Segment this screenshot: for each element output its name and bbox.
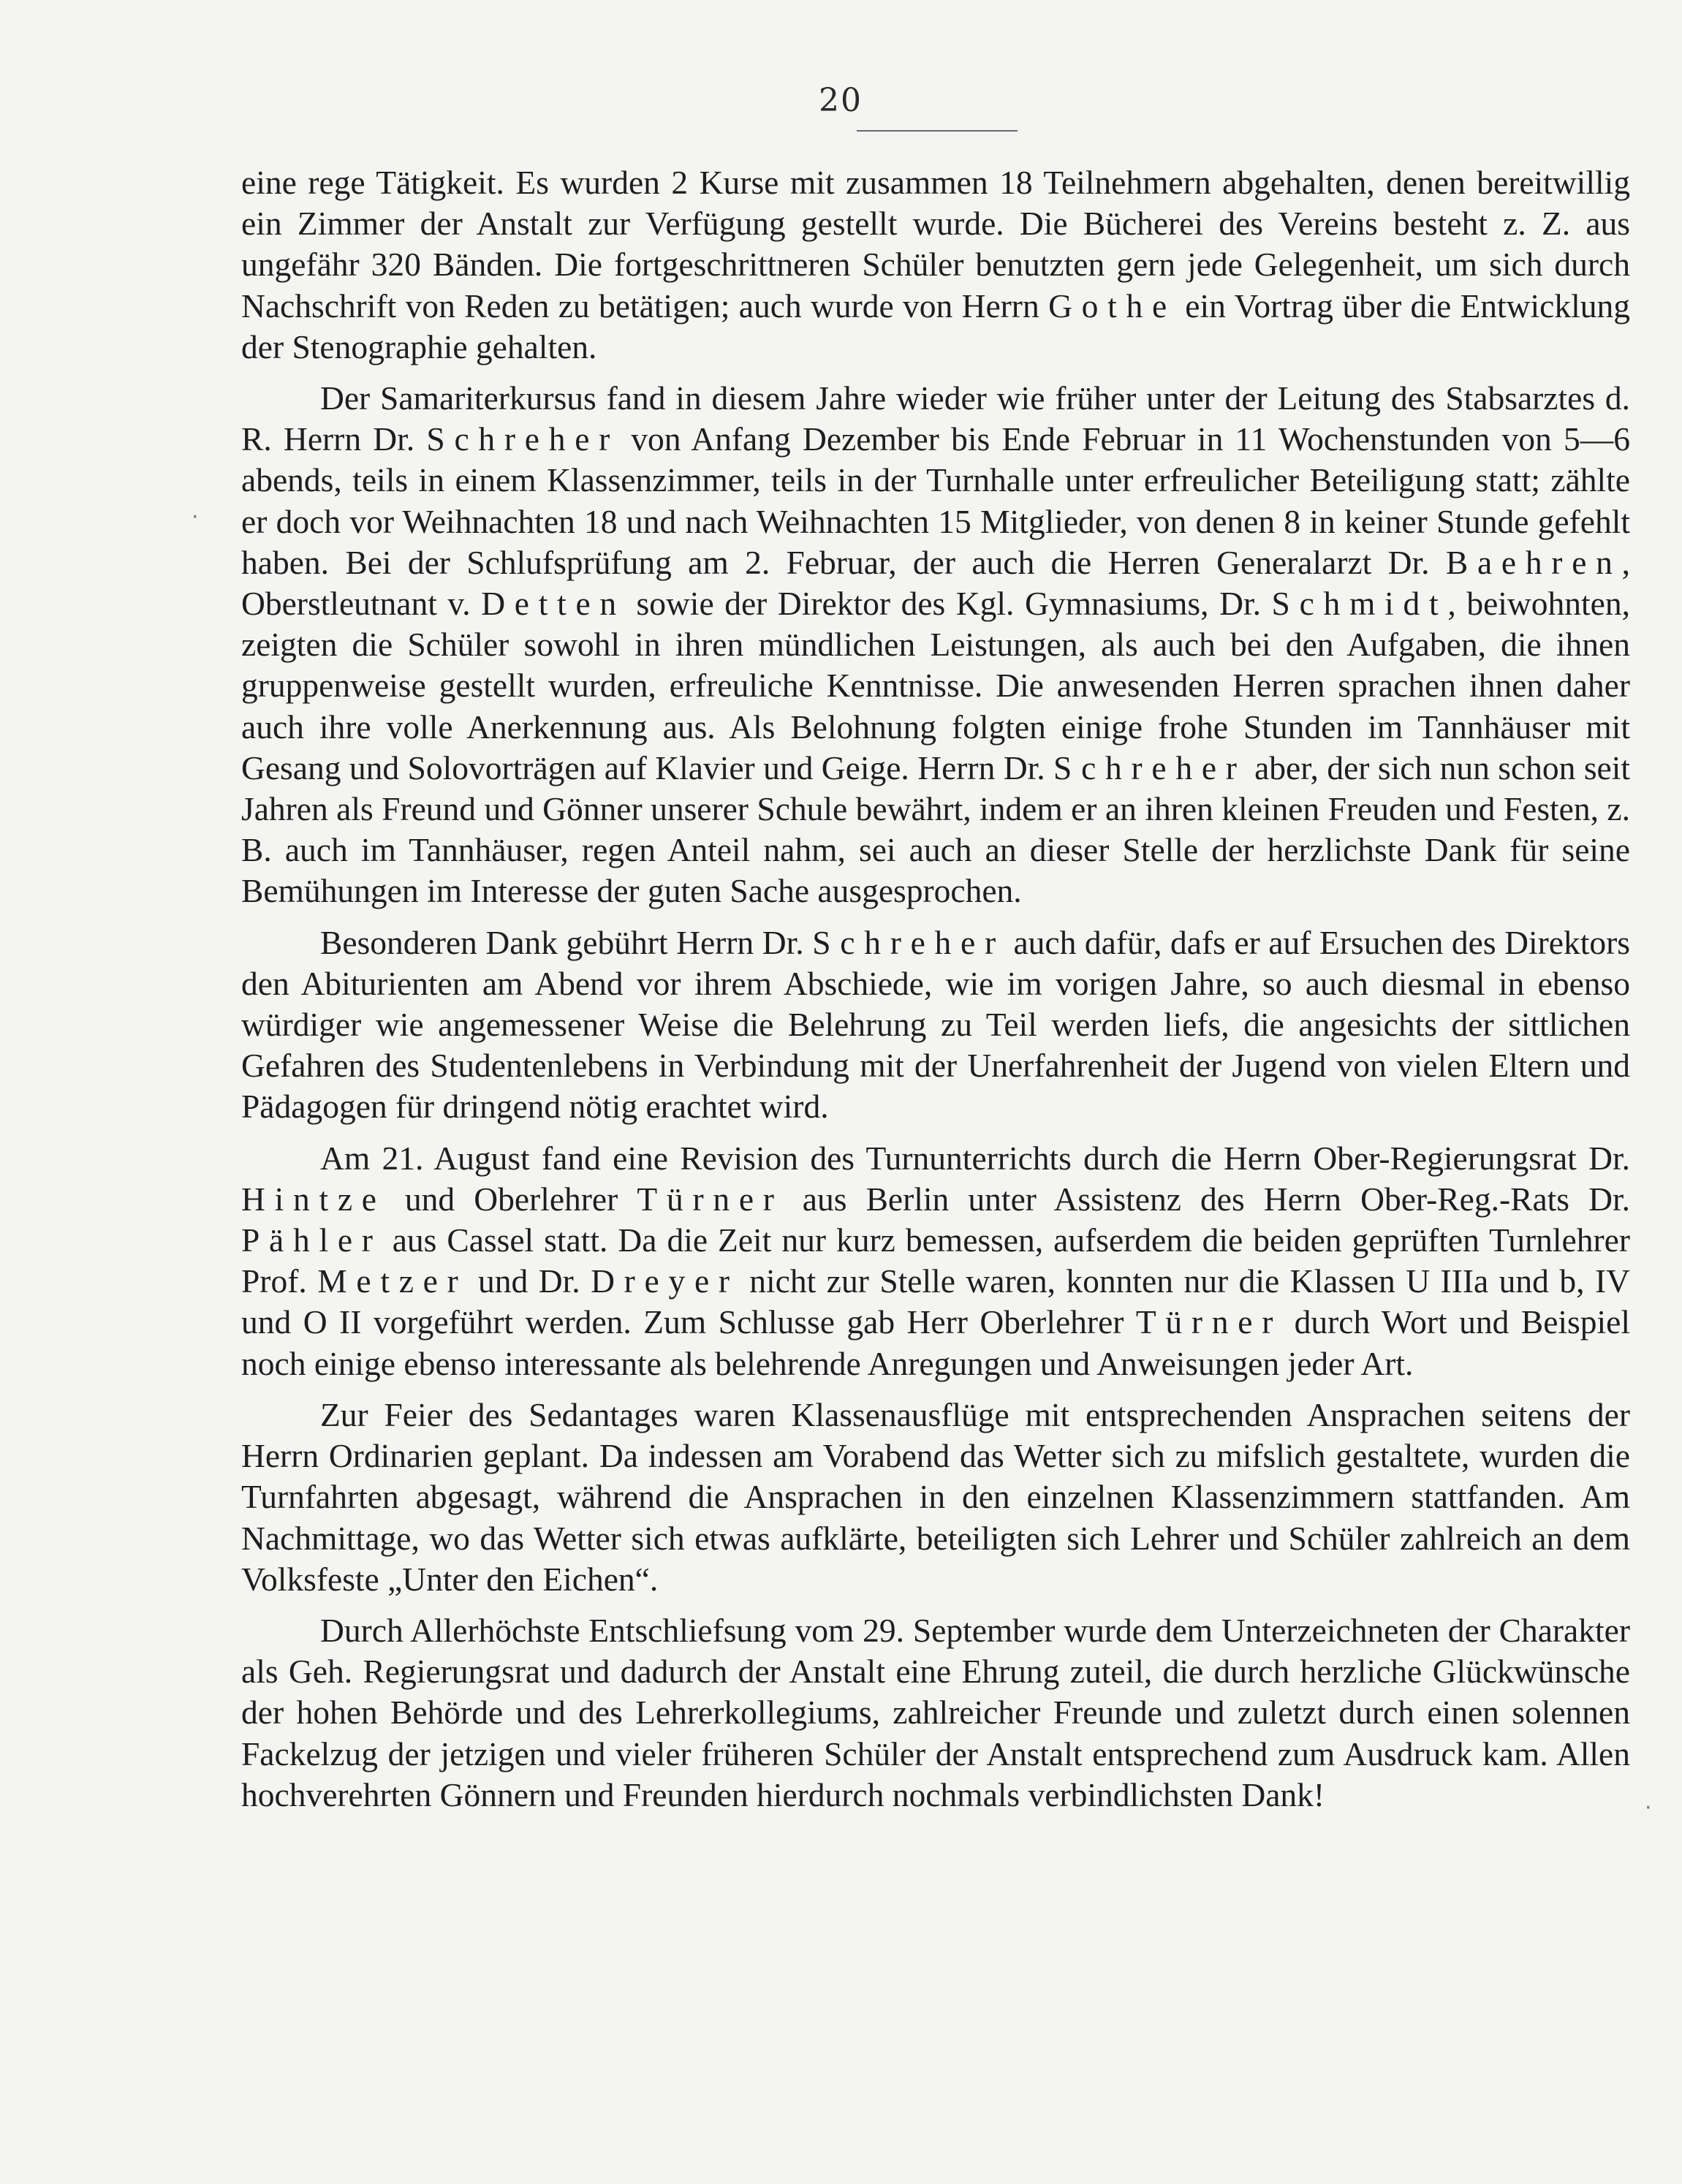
paragraph-text: durch Wort und Beispiel noch einige ebenso interessante als belehrende Anregungen und Anweisungen jeder Art. <box>241 1303 1630 1382</box>
paragraph <box>241 378 1630 912</box>
body-text <box>241 162 1630 1826</box>
paragraph <box>241 1138 1630 1384</box>
spaced-name: Metzer <box>317 1262 468 1300</box>
paragraph-text: Durch Allerhöchste Entschliefsung vom 29. September wurde dem Unterzeichneten der Charakter als Geh. Regierungsrat und dadurch der Anstalt eine Ehrung zuteil, die durch herzliche Glückwünsche der hohen Behörde und des Lehrerkollegiums, zahlreicher Freunde und zuletzt durch einen solennen Fackelzug der jetzigen und vieler früheren Schüler der Anstalt entsprechend zum Ausdruck kam. Allen hochverehrten Gönnern und Freunden hierdurch nochmals verbindlichsten Dank! <box>241 1611 1630 1813</box>
paragraph <box>241 1610 1630 1816</box>
spaced-name: Dreyer <box>591 1262 739 1300</box>
spaced-name: Pähler <box>241 1221 382 1259</box>
paragraph-text: aus Berlin unter Assistenz des Herrn Ober-Reg.-Rats Dr. <box>783 1180 1630 1218</box>
paragraph-text: , Oberstleutnant v. <box>241 543 1630 623</box>
paragraph-text: , beiwohnten, zeigten die Schüler sowohl in ihren mündlichen Leistungen, als auch bei den Aufgaben, die ihnen gruppenweise gestellt wurden, erfreuliche Kenntnisse. Die anwesenden Herren sprachen ihnen daher auch ihre volle Anerkennung aus. Als Belohnung folgten einige frohe Stunden im Tannhäuser mit Gesang und Solovorträgen auf Klavier und Geige. Herrn Dr. <box>241 585 1630 786</box>
spaced-name: Schmidt <box>1271 585 1448 623</box>
paragraph-text: von Anfang Dezember bis Ende Februar in 11 Wochenstunden von 5—6 abends, teils in einem Klassenzimmer, teils in der Turnhalle unter erfreulicher Beteiligung statt; zählte er doch vor Weihnachten 18 und nach Weihnachten 15 Mitglieder, von denen 8 in keiner Stunde gefehlt haben. Bei der Schlufsprüfung am 2. Februar, der auch die Herren Generalarzt Dr. <box>241 420 1630 581</box>
paragraph <box>241 922 1630 1128</box>
spaced-name: Baehren <box>1445 543 1622 581</box>
paragraph-text: Der Samariterkursus fand in diesem Jahre wieder wie früher unter der Leitung des Stabsarztes d. R. Herrn Dr. <box>241 379 1630 458</box>
spaced-name: Hintze <box>241 1180 386 1218</box>
paragraph-text: ein Vortrag über die Entwicklung der Stenographie gehalten. <box>241 287 1631 365</box>
paragraph-text: und Dr. <box>467 1262 591 1300</box>
spaced-name: Türner <box>1135 1303 1283 1341</box>
paragraph-text: eine rege Tätigkeit. Es wurden 2 Kurse mit zusammen 18 Teilnehmern abgehalten, denen bereitwillig ein Zimmer der Anstalt zur Verfügung gestellt wurde. Die Bücherei des Vereins besteht z. Z. aus ungefähr 320 Bänden. Die fortgeschrittneren Schüler benutzten gern jede Gelegenheit, um sich durch Nachschrift von Reden zu betätigen; auch wurde von Herrn <box>241 164 1630 325</box>
paragraph-text: Zur Feier des Sedantages waren Klassenausflüge mit entsprechenden Ansprachen seitens der Herrn Ordinarien geplant. Da indessen am Vorabend das Wetter sich zu mifslich gestaltete, wurden die Turnfahrten abgesagt, während die Ansprachen in den einzelnen Klassenzimmern stattfanden. Am Nachmittage, wo das Wetter sich etwas aufklärte, beteiligten sich Lehrer und Schüler zahlreich an dem Volksfeste „Unter den Eichen“. <box>241 1395 1630 1598</box>
paragraph <box>241 1395 1630 1600</box>
spaced-name: Gothe <box>1048 287 1176 325</box>
margin-mark: · <box>192 504 199 530</box>
page-number: 20 <box>819 82 863 119</box>
paragraph-text: sowie der Direktor des Kgl. Gymnasiums, Dr. <box>625 585 1272 623</box>
paragraph-text: aus Cassel statt. Da die Zeit nur kurz bemessen, aufserdem die beiden geprüften Turnlehrer Prof. <box>241 1221 1630 1300</box>
header-rule <box>857 130 1018 132</box>
paragraph <box>241 162 1630 368</box>
paragraph-text: aber, der sich nun schon seit Jahren als Freund und Gönner unserer Schule bewährt, indem er an ihren kleinen Freuden und Festen, z. B. auch im Tannhäuser, regen Anteil nahm, sei auch an dieser Stelle der herzlichste Dank für seine Bemühungen im Interesse der guten Sache ausgesprochen. <box>241 748 1631 910</box>
margin-mark: · <box>1645 1795 1652 1821</box>
spaced-name: Schreher <box>426 420 620 458</box>
spaced-name: Schreher <box>812 923 1005 961</box>
paragraph-text: Am 21. August fand eine Revision des Turnunterrichts durch die Herrn Ober-Regierungsrat Dr. <box>320 1139 1630 1177</box>
spaced-name: Detten <box>481 585 626 623</box>
paragraph-text: Besonderen Dank gebührt Herrn Dr. <box>320 923 813 961</box>
paragraph-text: nicht zur Stelle waren, konnten nur die Klassen U IIIa und b, IV und O II vorgeführt werden. Zum Schlusse gab Herr Oberlehrer <box>241 1262 1631 1341</box>
spaced-name: Schreher <box>1053 748 1246 786</box>
paragraph-text: auch dafür, dafs er auf Ersuchen des Direktors den Abiturienten am Abend vor ihrem Abschiede, wie im vorigen Jahre, so auch diesmal in ebenso würdiger wie angemessener Weise die Belehrung zu Teil werden liefs, die angesichts der sittlichen Gefahren des Studentenlebens in Verbindung mit der Unerfahrenheit der Jugend von vielen Eltern und Pädagogen für dringend nötig erachtet wird. <box>241 923 1630 1126</box>
spaced-name: Türner <box>637 1180 784 1218</box>
paragraph-text: und Oberlehrer <box>385 1180 637 1218</box>
